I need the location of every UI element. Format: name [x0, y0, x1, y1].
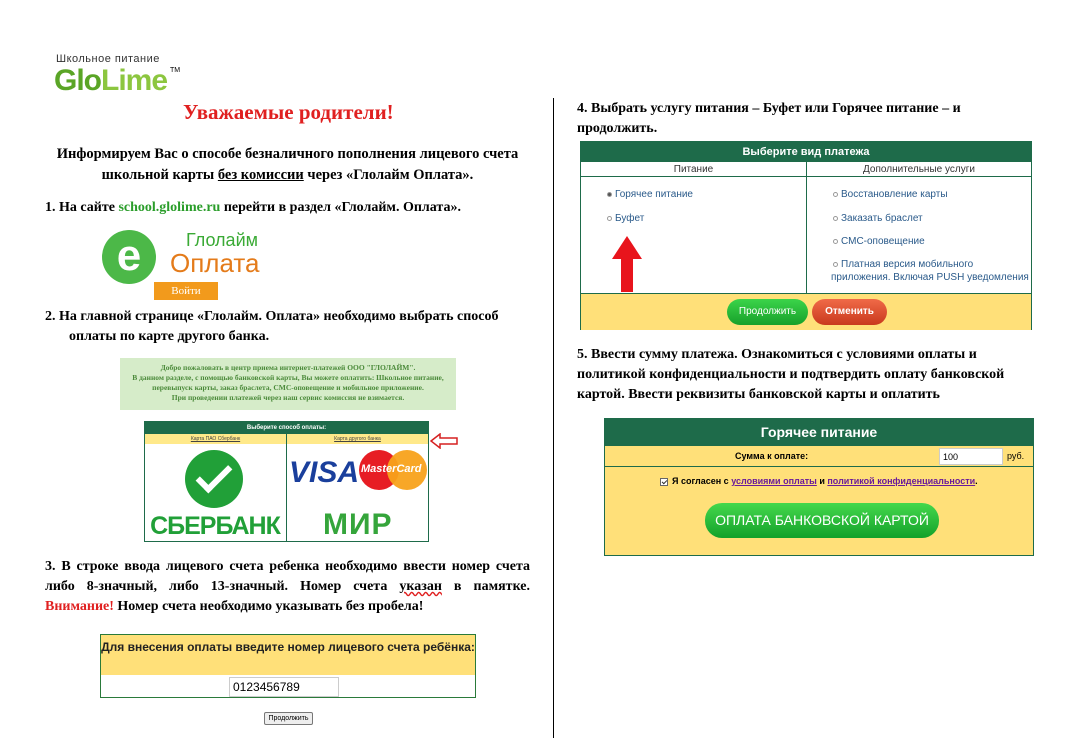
tab-sberbank-card[interactable]: Карта ПАО Сбербанк — [145, 434, 287, 444]
payment-type-header: Выберите вид платежа — [581, 142, 1031, 162]
agree-text-a: Я согласен с — [672, 476, 732, 486]
option-paid-app[interactable] — [833, 259, 973, 270]
intro-underlined: без комиссии — [217, 167, 304, 183]
step3-part1: 3. В строке ввода лицевого счета ребенка необходимо ввести номер счета либо 8-значный, либо 13-значный. Номер счета — [45, 559, 530, 594]
welcome-banner — [120, 358, 456, 410]
step3-part3: Номер счета необходимо указывать без пробела! — [113, 599, 424, 614]
step-5: 5. Ввести сумму платежа. Ознакомиться с условиями оплаты и политикой конфиденциальности и подтвердить оплату банковской картой. Ввести реквизиты банковской карты и оплатить — [577, 347, 1005, 402]
continue-button[interactable]: Продолжить — [727, 299, 808, 325]
sberbank-option[interactable] — [145, 444, 287, 542]
radio-icon — [607, 192, 612, 197]
option-label: Восстановление карты — [841, 189, 948, 200]
column-extra-services: Дополнительные услуги — [863, 164, 975, 175]
option-paid-app-line2: приложения. Включая PUSH уведомления — [831, 272, 1029, 283]
payment-terms-link[interactable]: условиями оплаты — [731, 476, 817, 486]
radio-icon — [607, 216, 612, 221]
login-button[interactable]: Войти — [154, 282, 218, 300]
step1-after: перейти в раздел «Глолайм. Оплата». — [220, 200, 461, 215]
sum-row — [605, 446, 1033, 467]
payment-type-body — [581, 177, 1031, 294]
option-label: Горячее питание — [615, 189, 693, 200]
glolime-logo — [54, 64, 167, 98]
welcome-line-3: перевыпуск карты, заказ браслета, СМС-оповещение и мобильное приложение. — [152, 383, 424, 392]
intro-before: Информируем Вас о способе безналичного пополнения лицевого счета школьной карты — [56, 146, 519, 183]
pay-logo-word: Оплата — [170, 248, 260, 278]
step-4: 4. Выбрать услугу питания – Буфет или Горячее питание – и продолжить. — [577, 101, 961, 136]
radio-icon — [833, 216, 838, 221]
radio-icon — [833, 192, 838, 197]
step1-before: 1. На сайте — [45, 200, 119, 215]
step3-part2: в памятке. — [441, 579, 530, 594]
cancel-button[interactable]: Отменить — [812, 299, 887, 325]
payment-type-columns — [581, 162, 1031, 177]
meals-options — [581, 177, 807, 293]
mastercard-logo: MasterCard — [361, 463, 422, 475]
option-sms-alerts[interactable] — [833, 236, 925, 247]
pay-by-card-button[interactable]: ОПЛАТА БАНКОВСКОЙ КАРТОЙ — [705, 503, 939, 538]
welcome-line-2: В данном разделе, с помощью банковской карты, Вы можете оплатить: Школьное питание, — [132, 373, 444, 382]
payment-method-columns — [145, 434, 428, 444]
option-label: Заказать браслет — [841, 213, 923, 224]
continue-button[interactable]: Продолжить — [264, 712, 313, 725]
intro-after: через «Глолайм Оплата». — [303, 167, 474, 183]
other-bank-option[interactable] — [287, 444, 428, 542]
account-number-input[interactable]: 0123456789 — [229, 677, 339, 697]
step3-wavy: указан — [399, 579, 442, 594]
step-2 — [45, 307, 535, 347]
payment-method-panel — [144, 421, 429, 542]
option-restore-card[interactable] — [833, 189, 948, 200]
payment-type-footer — [581, 294, 1031, 330]
option-label: Платная версия мобильного — [841, 259, 974, 270]
intro-text — [40, 144, 535, 186]
pay-logo-name: Глолайм — [186, 230, 258, 250]
left-arrow-icon — [430, 433, 458, 449]
welcome-line-1: Добро пожаловать в центр приема интернет-платежей ООО "ГЛОЛАЙМ". — [160, 363, 416, 372]
hot-meal-header: Горячее питание — [605, 419, 1033, 446]
option-label: Буфет — [615, 213, 645, 224]
privacy-policy-link[interactable]: политикой конфиденциальности — [827, 476, 976, 486]
agree-text-c: . — [975, 476, 978, 486]
visa-logo: VISA — [289, 456, 360, 489]
payment-type-panel — [580, 141, 1032, 330]
option-buffet[interactable] — [607, 213, 644, 224]
hot-meal-payment-panel — [604, 418, 1034, 556]
glolime-pay-logo — [102, 226, 282, 302]
sberbank-wordmark: СБЕРБАНК — [150, 512, 280, 540]
step2-line2: оплаты по карте другого банка. — [69, 329, 270, 344]
currency-label: руб. — [1007, 451, 1025, 461]
account-entry-header: Для внесения оплаты введите номер лицевого счета ребёнка: — [101, 635, 475, 675]
page-title: Уважаемые родители! — [183, 100, 394, 124]
step-3 — [45, 557, 530, 617]
option-order-bracelet[interactable] — [833, 213, 923, 224]
column-meals: Питание — [581, 162, 807, 176]
mir-logo: МИР — [323, 508, 393, 541]
warning-label: Внимание! — [45, 599, 114, 614]
site-link[interactable]: school.glolime.ru — [118, 200, 221, 215]
e-icon: e — [102, 230, 156, 284]
step2-line1: 2. На главной странице «Глолайм. Оплата» необходимо выбрать способ — [45, 309, 499, 324]
column-divider — [553, 98, 554, 738]
agree-checkbox[interactable] — [660, 478, 668, 486]
option-hot-meal[interactable] — [607, 189, 693, 200]
logo-part-1: Glo — [54, 64, 101, 97]
step-1 — [45, 198, 535, 218]
sum-label: Сумма к оплате: — [735, 451, 809, 461]
extra-services-options — [807, 177, 1031, 293]
sum-input[interactable]: 100 — [939, 448, 1003, 465]
welcome-line-4: При проведении платежей через наш сервис комиссия не взимается. — [171, 393, 405, 402]
logo-trademark: TM — [170, 67, 181, 74]
radio-icon — [833, 239, 838, 244]
payment-method-header: Выберите способ оплаты: — [145, 422, 428, 434]
logo-tagline: Школьное питание — [56, 53, 160, 65]
up-arrow-icon — [611, 235, 643, 293]
logo-part-2: Lime — [101, 64, 168, 97]
payment-method-body — [145, 444, 428, 542]
agree-text-b: и — [816, 476, 828, 486]
agreement-row — [660, 476, 978, 486]
tab-other-bank-card[interactable]: Карта другого банка — [334, 436, 381, 442]
radio-icon — [833, 262, 838, 267]
account-entry-panel — [100, 634, 476, 698]
option-label: СМС-оповещение — [841, 236, 925, 247]
